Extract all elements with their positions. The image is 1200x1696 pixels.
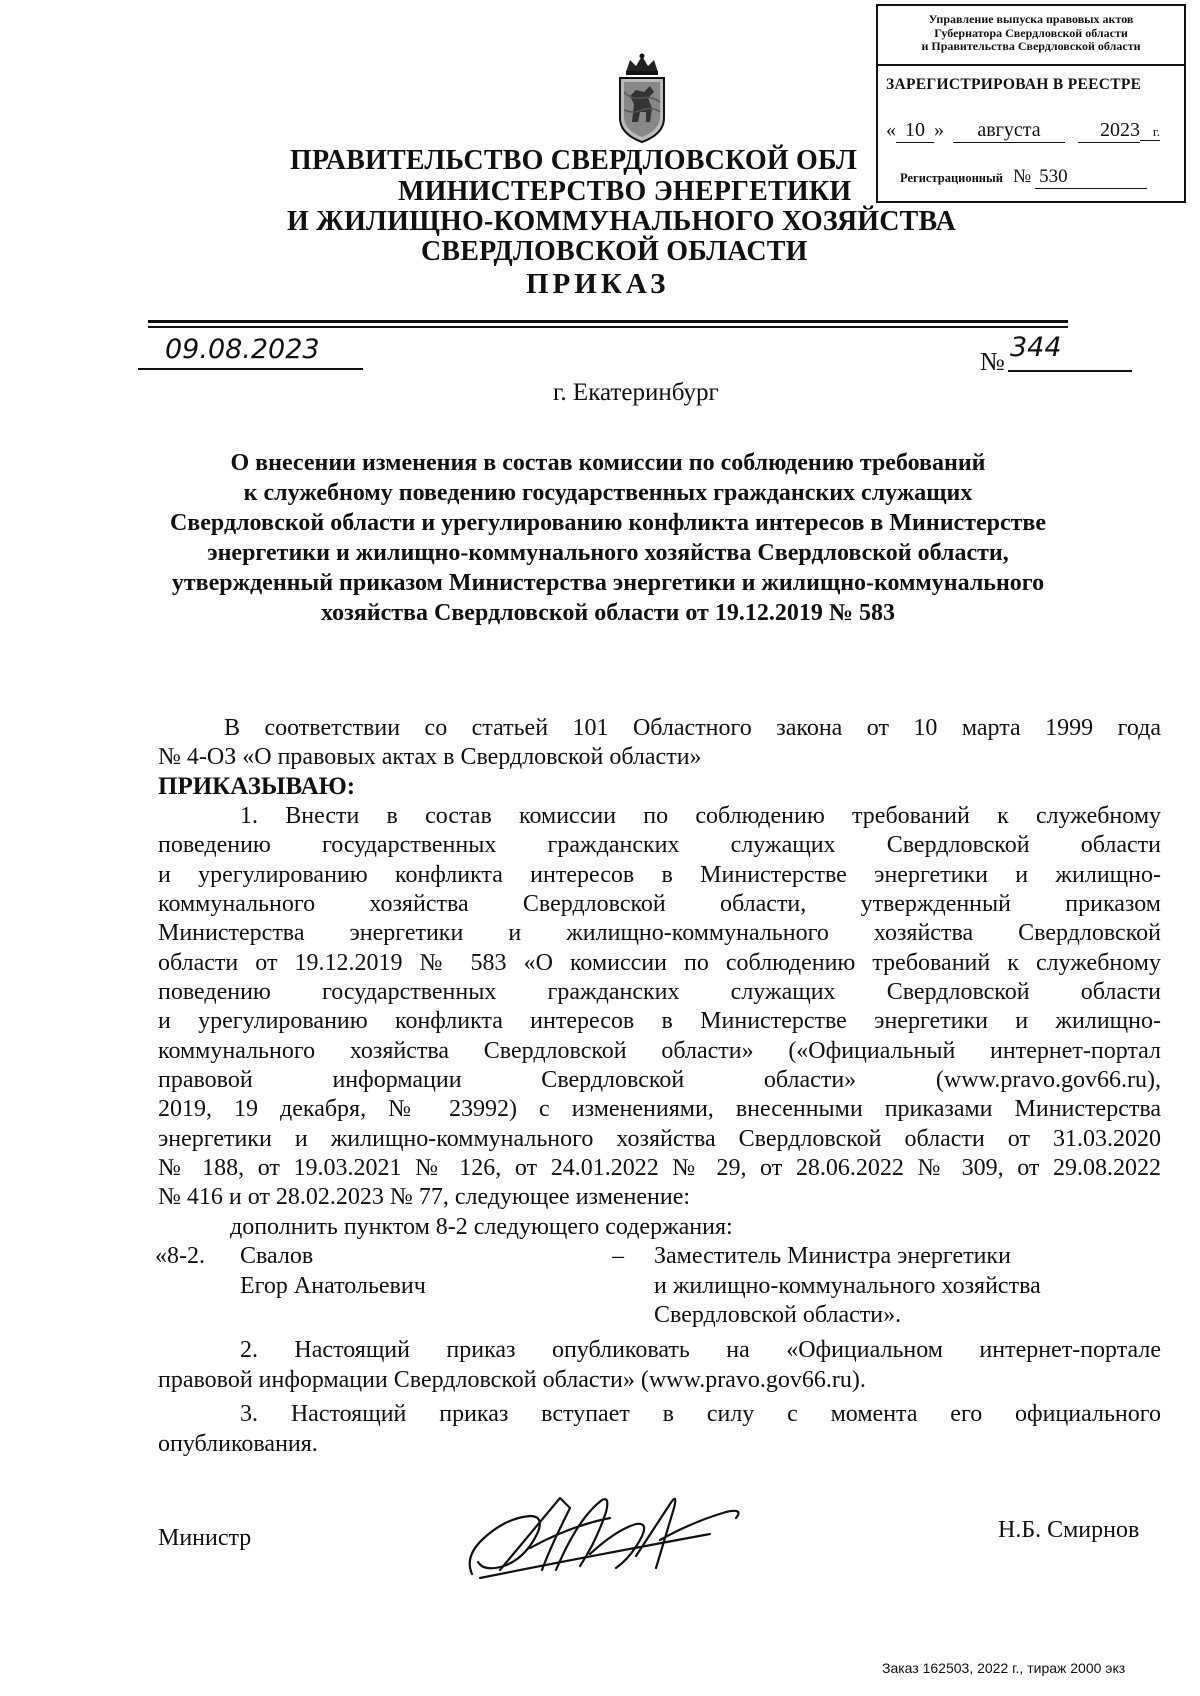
item1-line: правовой информации Свердловской области» (www.pravo.gov66.ru), [158,1067,1161,1093]
signatory-position: Министр [158,1525,252,1551]
title-line: к служебному поведению государственных гражданских служащих [243,480,973,506]
header-line-government: ПРАВИТЕЛЬСТВО СВЕРДЛОВСКОЙ ОБЛ [290,145,858,176]
member-position-line: Заместитель Министра энергетики [654,1243,1011,1269]
item1-line: и урегулированию конфликта интересов в Министерстве энергетики и жилищно- [158,862,1161,888]
order-date: 09.08.2023 [165,334,320,365]
item1-line: № 416 и от 28.02.2023 № 77, следующее изменение: [158,1184,691,1210]
order-number-sign: № [980,347,1005,376]
stamp-issuer-line: Губернатора Свердловской области [934,25,1128,40]
title-line: энергетики и жилищно-коммунального хозяйства Свердловской области, [207,540,1009,566]
title-line: утвержденный приказом Министерства энергетики и жилищно-коммунального [171,570,1045,596]
stamp-reg-no-sign: № [1012,166,1032,187]
item3-line: опубликования. [158,1431,318,1457]
member-position-line: и жилищно-коммунального хозяйства [654,1273,1041,1299]
stamp-date-month: августа [953,119,1065,143]
signatory-name: Н.Б. Смирнов [998,1517,1140,1543]
order-number: 344 [1010,332,1062,363]
item1-line: № 188, от 19.03.2021 № 126, от 24.01.2022 № 29, от 28.06.2022 № 309, от 29.08.2022 [158,1155,1161,1181]
document-type-heading: ПРИКАЗ [526,268,670,300]
header-line-housing: И ЖИЛИЩНО-КОММУНАЛЬНОГО ХОЗЯЙСТВА [287,206,957,237]
member-surname: Свалов [240,1243,314,1269]
stamp-issuer-line: и Правительства Свердловской области [921,39,1141,53]
order-city: г. Екатеринбург [553,379,719,406]
preamble-line: В соответствии со статьей 101 Областного закона от 10 марта 1999 года [224,715,1161,741]
item2-line: правовой информации Свердловской области» (www.pravo.gov66.ru). [158,1367,866,1393]
item1-line: коммунального хозяйства Свердловской области» («Официальный интернет-портал [158,1038,1161,1064]
member-point-number: «8-2. [155,1243,205,1269]
stamp-reg-label: Регистрационный [900,171,1003,185]
stamp-date-year-suffix: 23 [1120,119,1140,141]
member-position-line: Свердловской области». [654,1302,902,1328]
item2-line: 2. Настоящий приказ опубликовать на «Официальном интернет-портале [240,1337,1161,1363]
stamp-date-year-letter: г. [1140,124,1160,141]
header-line-region: СВЕРДЛОВСКОЙ ОБЛАСТИ [421,236,808,267]
stamp-registered-label: ЗАРЕГИСТРИРОВАН В РЕЕСТРЕ [886,76,1142,93]
title-line: О внесении изменения в состав комиссии по соблюдению требований [230,450,986,476]
item1-line: поведению государственных гражданских служащих Свердловской области [158,979,1161,1005]
item1-line: Министерства энергетики и жилищно-коммунального хозяйства Свердловской [158,920,1161,946]
member-dash: – [612,1243,624,1269]
preamble-line: № 4-ОЗ «О правовых актах в Свердловской области» [158,744,702,770]
item1-line: области от 19.12.2019 № 583 «О комиссии по соблюдению требований к служебному [158,950,1161,976]
item1-line: и урегулированию конфликта интересов в Министерстве энергетики и жилищно- [158,1008,1161,1034]
stamp-registration-date: « 10 » августа 2023 г. [886,119,1160,141]
item1-line: 2019, 19 декабря, № 23992) с изменениями, внесенными приказами Министерства [158,1096,1161,1122]
item1-line: 1. Внести в состав комиссии по соблюдению требований к служебному [240,803,1161,829]
title-line: хозяйства Свердловской области от 19.12.2019 № 583 [321,600,895,626]
member-given-names: Егор Анатольевич [240,1273,426,1299]
item1-line: коммунального хозяйства Свердловской области, утвержденный приказом [158,891,1161,917]
handwritten-signature [460,1478,750,1588]
add-point-line: дополнить пунктом 8-2 следующего содержания: [230,1214,733,1240]
item1-line: поведению государственных гражданских служащих Свердловской области [158,832,1161,858]
stamp-date-year-prefix: 20 [1100,119,1120,141]
header-line-ministry: МИНИСТЕРСТВО ЭНЕРГЕТИКИ [398,176,852,207]
stamp-date-day: 10 [896,119,934,143]
order-word: ПРИКАЗЫВАЮ: [158,773,356,800]
stamp-issuer-line: Управление выпуска правовых актов [928,12,1134,26]
item3-line: 3. Настоящий приказ вступает в силу с момента его официального [240,1401,1161,1427]
title-line: Свердловской области и урегулированию конфликта интересов в Министерстве [169,510,1047,536]
item1-line: энергетики и жилищно-коммунального хозяйства Свердловской области от 31.03.2020 [158,1126,1161,1152]
print-run-footer: Заказ 162503, 2022 г., тираж 2000 экз [882,1660,1126,1676]
stamp-reg-number: 530 [1035,166,1147,189]
